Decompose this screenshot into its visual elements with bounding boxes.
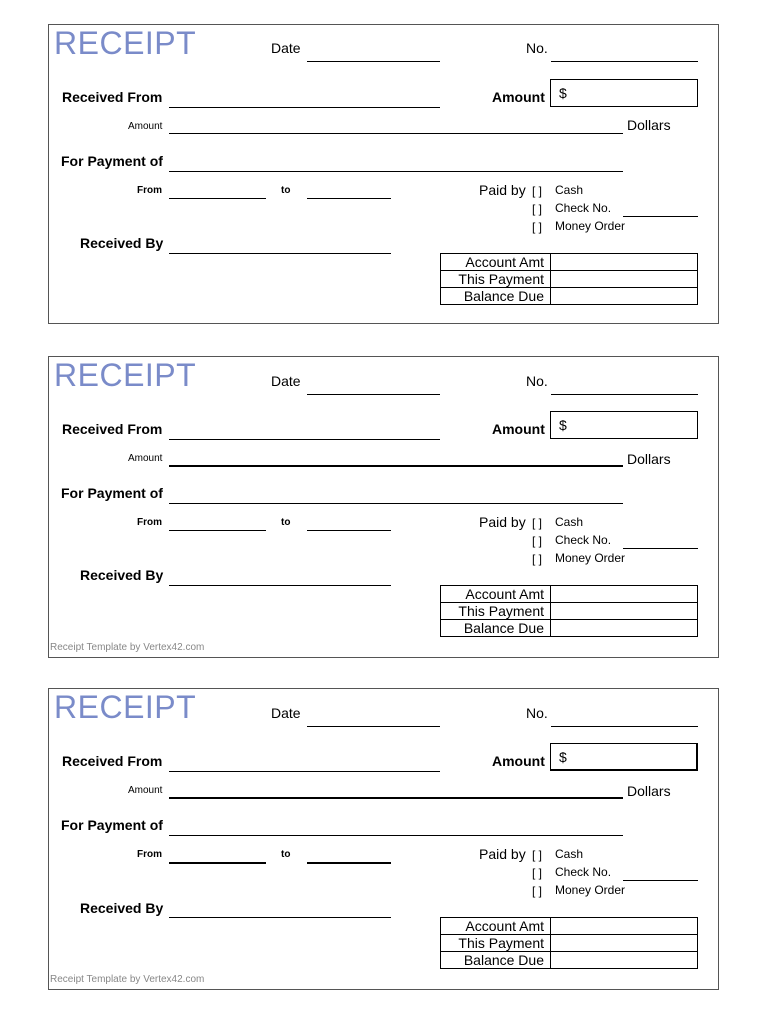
amount-words-field[interactable]: [169, 133, 623, 134]
money-order-checkbox[interactable]: [ ]: [532, 884, 543, 898]
dollar-sign: $: [559, 417, 567, 433]
check-checkbox[interactable]: [ ]: [532, 534, 543, 548]
balance-due-field[interactable]: [551, 288, 698, 305]
number-field[interactable]: [551, 726, 698, 727]
received-from-field[interactable]: [169, 771, 440, 772]
amount-words-label: Amount: [128, 453, 163, 464]
from-field[interactable]: [169, 862, 266, 864]
amount-field[interactable]: [550, 743, 698, 771]
dollar-sign: $: [559, 749, 567, 765]
date-field[interactable]: [307, 61, 440, 62]
table-row: [441, 952, 698, 969]
receipt-2: [48, 356, 719, 658]
money-order-label: Money Order: [555, 883, 626, 897]
number-field[interactable]: [551, 394, 698, 395]
money-order-label: Money Order: [555, 551, 626, 565]
receipt-3: [48, 688, 719, 990]
check-no-field[interactable]: [623, 216, 698, 217]
dollar-sign: $: [559, 85, 567, 101]
amount-words-label: Amount: [128, 121, 163, 132]
received-by-field[interactable]: [169, 585, 391, 586]
check-checkbox[interactable]: [ ]: [532, 866, 543, 880]
to-field[interactable]: [307, 530, 391, 531]
this-payment-label: This Payment: [441, 935, 551, 952]
footer-credit: Receipt Template by Vertex42.com: [50, 974, 205, 985]
date-label: Date: [271, 40, 301, 56]
date-field[interactable]: [307, 726, 440, 727]
payment-table: [440, 585, 698, 637]
cash-checkbox[interactable]: [ ]: [532, 516, 543, 530]
this-payment-label: This Payment: [441, 271, 551, 288]
payment-table: [440, 917, 698, 969]
amount-field[interactable]: [550, 79, 698, 107]
received-from-label: Received From: [62, 421, 163, 437]
money-order-checkbox[interactable]: [ ]: [532, 552, 543, 566]
dollars-label: Dollars: [627, 117, 671, 133]
received-from-label: Received From: [62, 753, 163, 769]
to-label: to: [281, 185, 291, 196]
received-by-field[interactable]: [169, 917, 391, 918]
number-label: No.: [526, 373, 548, 389]
from-label: From: [137, 517, 162, 528]
date-label: Date: [271, 705, 301, 721]
date-field[interactable]: [307, 394, 440, 395]
for-payment-of-label: For Payment of: [61, 153, 163, 169]
for-payment-of-field[interactable]: [169, 171, 623, 172]
money-order-checkbox[interactable]: [ ]: [532, 220, 543, 234]
check-no-label: Check No.: [555, 201, 612, 215]
for-payment-of-field[interactable]: [169, 835, 623, 836]
paid-by-label: Paid by: [479, 846, 526, 862]
for-payment-of-label: For Payment of: [61, 485, 163, 501]
table-row: [441, 620, 698, 637]
table-row: [441, 254, 698, 271]
table-row: [441, 935, 698, 952]
check-no-label: Check No.: [555, 865, 612, 879]
account-amt-field[interactable]: [551, 918, 698, 935]
balance-due-label: Balance Due: [441, 620, 551, 637]
from-label: From: [137, 185, 162, 196]
account-amt-label: Account Amt: [441, 918, 551, 935]
number-field[interactable]: [551, 61, 698, 62]
footer-credit: Receipt Template by Vertex42.com: [50, 642, 205, 653]
check-checkbox[interactable]: [ ]: [532, 202, 543, 216]
account-amt-label: Account Amt: [441, 586, 551, 603]
received-by-label: Received By: [80, 900, 164, 916]
table-row: [441, 288, 698, 305]
receipt-title: RECEIPT: [54, 689, 197, 725]
dollars-label: Dollars: [627, 451, 671, 467]
to-field[interactable]: [307, 862, 391, 864]
to-label: to: [281, 849, 291, 860]
cash-label: Cash: [555, 183, 584, 197]
cash-label: Cash: [555, 515, 584, 529]
money-order-label: Money Order: [555, 219, 626, 233]
for-payment-of-field[interactable]: [169, 503, 623, 504]
amount-words-field[interactable]: [169, 797, 623, 799]
received-by-label: Received By: [80, 567, 164, 583]
this-payment-field[interactable]: [551, 271, 698, 288]
amount-label: Amount: [492, 753, 545, 769]
receipt-title: RECEIPT: [54, 25, 197, 61]
account-amt-field[interactable]: [551, 586, 698, 603]
from-field[interactable]: [169, 530, 266, 531]
table-row: [441, 918, 698, 935]
from-field[interactable]: [169, 198, 266, 199]
receipt-title: RECEIPT: [54, 357, 197, 393]
table-row: [441, 271, 698, 288]
received-by-field[interactable]: [169, 253, 391, 254]
amount-label: Amount: [492, 421, 545, 437]
check-no-field[interactable]: [623, 880, 698, 881]
account-amt-field[interactable]: [551, 254, 698, 271]
to-field[interactable]: [307, 198, 391, 199]
received-from-field[interactable]: [169, 439, 440, 440]
received-from-field[interactable]: [169, 107, 440, 108]
check-no-field[interactable]: [623, 548, 698, 549]
balance-due-field[interactable]: [551, 952, 698, 969]
payment-table: [440, 253, 698, 305]
account-amt-label: Account Amt: [441, 254, 551, 271]
receipt-1: [48, 24, 719, 324]
amount-field[interactable]: [550, 411, 698, 439]
number-label: No.: [526, 40, 548, 56]
received-from-label: Received From: [62, 89, 163, 105]
paid-by-label: Paid by: [479, 514, 526, 530]
table-row: [441, 586, 698, 603]
cash-checkbox[interactable]: [ ]: [532, 184, 543, 198]
amount-words-field[interactable]: [169, 465, 623, 467]
cash-label: Cash: [555, 847, 584, 861]
amount-words-label: Amount: [128, 785, 163, 796]
this-payment-field[interactable]: [551, 935, 698, 952]
balance-due-field[interactable]: [551, 620, 698, 637]
from-label: From: [137, 849, 162, 860]
received-by-label: Received By: [80, 235, 164, 251]
balance-due-label: Balance Due: [441, 288, 551, 305]
check-no-label: Check No.: [555, 533, 612, 547]
for-payment-of-label: For Payment of: [61, 817, 163, 833]
dollars-label: Dollars: [627, 783, 671, 799]
amount-label: Amount: [492, 89, 545, 105]
paid-by-label: Paid by: [479, 182, 526, 198]
this-payment-label: This Payment: [441, 603, 551, 620]
date-label: Date: [271, 373, 301, 389]
balance-due-label: Balance Due: [441, 952, 551, 969]
to-label: to: [281, 517, 291, 528]
cash-checkbox[interactable]: [ ]: [532, 848, 543, 862]
this-payment-field[interactable]: [551, 603, 698, 620]
table-row: [441, 603, 698, 620]
number-label: No.: [526, 705, 548, 721]
